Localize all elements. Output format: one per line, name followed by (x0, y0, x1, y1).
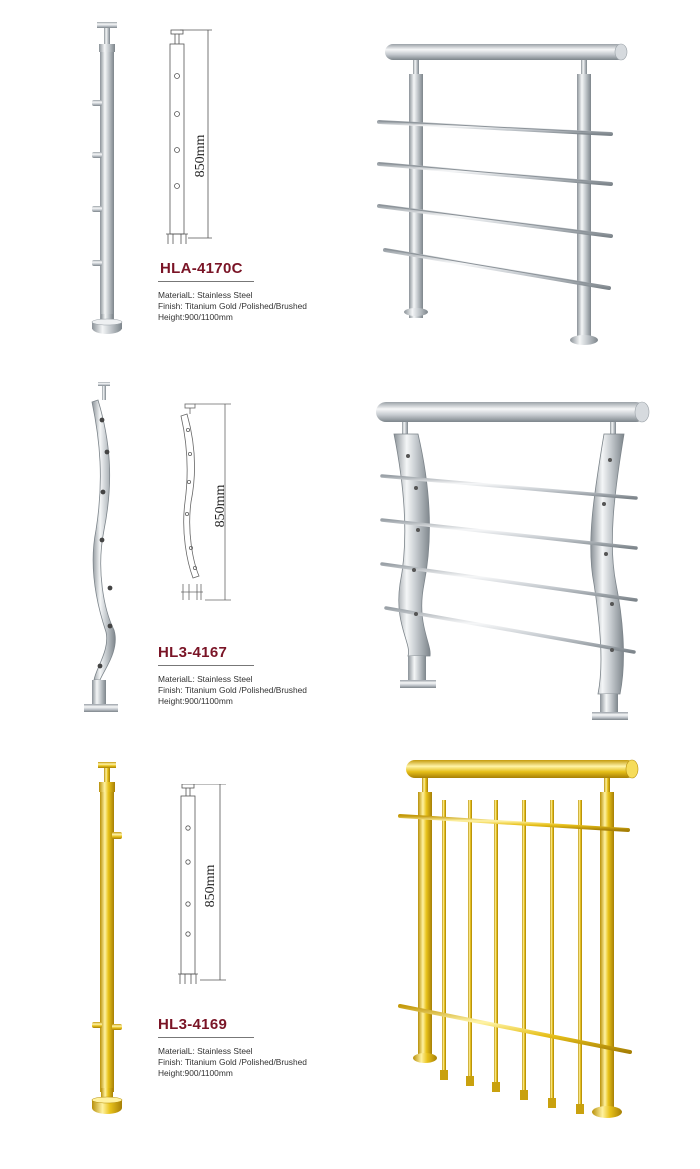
railing-installation-photo (372, 394, 654, 734)
product-section-hl3-4169 (0, 740, 700, 1169)
dimension-label (202, 852, 220, 922)
dimension-text: 850mm (213, 484, 228, 528)
railing-installation-photo (375, 38, 635, 356)
spec-height: Height:900/1100mm (158, 312, 233, 322)
gold-railing-installation-photo (396, 754, 640, 1134)
model-number: HLA-4170C (160, 260, 243, 277)
spec-finish: Finish: Titanium Gold /Polished/Brushed (158, 685, 307, 695)
spec-material: MaterialL: Stainless Steel (158, 674, 253, 684)
spec-height: Height:900/1100mm (158, 696, 233, 706)
gold-post-photo (86, 762, 130, 1122)
straight-post-photo (86, 22, 130, 342)
dimension-text: 850mm (203, 864, 218, 908)
spec-list (158, 290, 307, 323)
spec-material: MaterialL: Stainless Steel (158, 1046, 253, 1056)
product-section-hl3-4167 (0, 380, 700, 740)
spec-finish: Finish: Titanium Gold /Polished/Brushed (158, 1057, 307, 1067)
model-number: HL3-4169 (158, 1016, 228, 1033)
spec-list (158, 1046, 307, 1079)
dimension-label (212, 472, 230, 542)
spec-list (158, 674, 307, 707)
divider (158, 1037, 254, 1038)
spec-height: Height:900/1100mm (158, 1068, 233, 1078)
curved-post-photo (74, 380, 134, 720)
model-number: HL3-4167 (158, 644, 228, 661)
dimension-label (192, 122, 210, 192)
product-section-hla-4170c (0, 0, 700, 380)
dimension-text: 850mm (193, 134, 208, 178)
divider (158, 665, 254, 666)
divider (158, 281, 254, 282)
spec-finish: Finish: Titanium Gold /Polished/Brushed (158, 301, 307, 311)
spec-material: MaterialL: Stainless Steel (158, 290, 253, 300)
